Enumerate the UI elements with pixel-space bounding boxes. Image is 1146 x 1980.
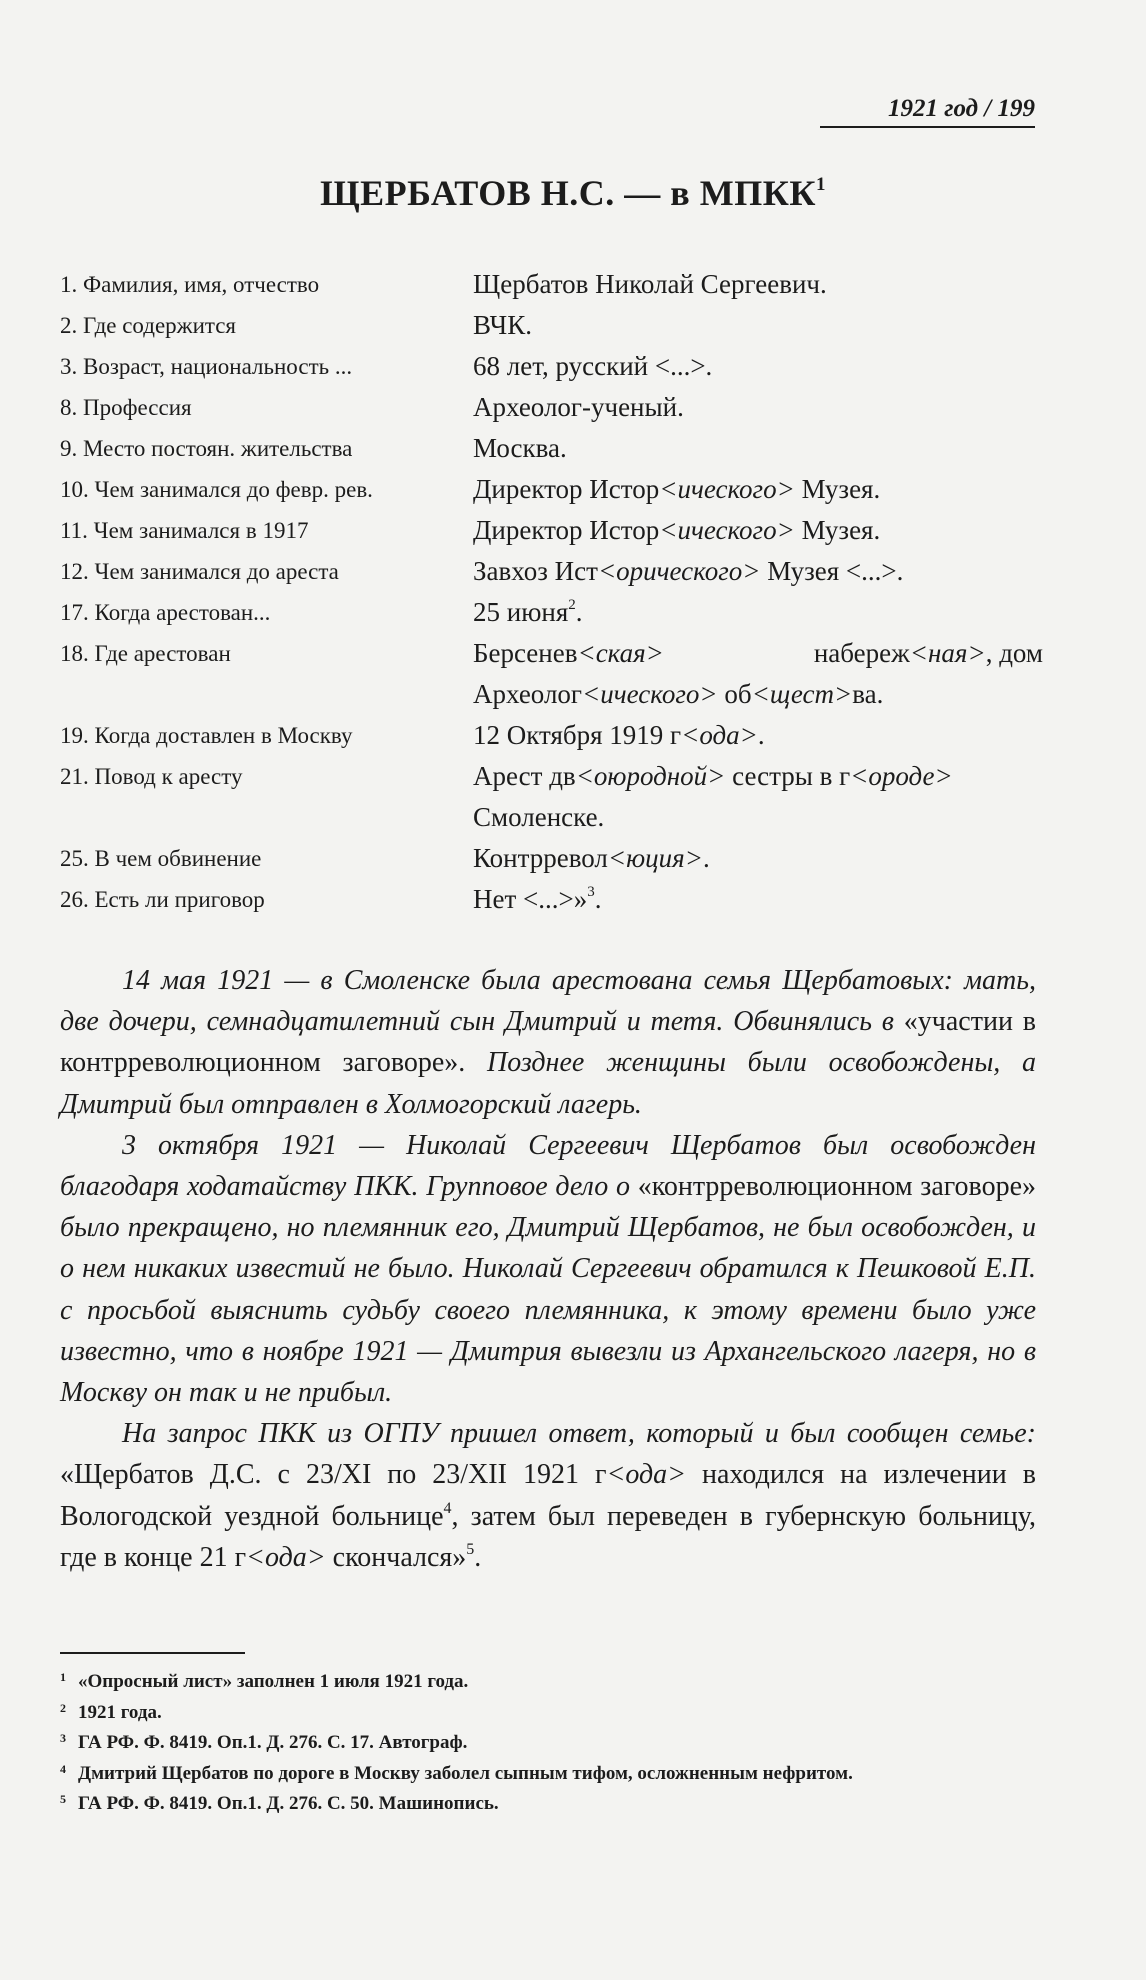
value-text: . [575, 597, 583, 627]
footnote-number: 3 [60, 1731, 66, 1745]
footnote [60, 1728, 1036, 1759]
row-label: 2. Где содержится [60, 313, 237, 338]
paragraph [60, 960, 1036, 1125]
footnote-text: ГА РФ. Ф. 8419. Оп.1. Д. 276. С. 50. Машинопись. [78, 1793, 499, 1814]
page-title [0, 172, 1146, 214]
italic-text: На запрос ПКК из ОГПУ пришел ответ, который и был сообщен семье: [122, 1418, 1036, 1450]
quoted-text: . [474, 1541, 482, 1573]
value-editorial: <ская> [577, 638, 664, 668]
quoted-text: «участии в контрреволюционном заговоре». [60, 1006, 1036, 1079]
row-value: Щербатов Николай Сергеевич. [473, 269, 827, 299]
value-editorial: <ная> [909, 638, 986, 668]
table-row [60, 346, 1060, 387]
table-row [60, 715, 1060, 756]
value-line [473, 756, 1043, 797]
footnote-mark: 4 [443, 1499, 452, 1517]
footnote-mark: 5 [466, 1540, 475, 1558]
table-row [60, 428, 1060, 469]
row-value: Археолог-ученый. [473, 392, 684, 422]
row-value [473, 469, 1043, 510]
commentary-text [60, 960, 1036, 1578]
row-label: 19. Когда доставлен в Москву [60, 723, 353, 748]
value-text: Берсенев [473, 638, 578, 668]
table-row [60, 469, 1060, 510]
value-text: Нет <...>» [473, 884, 588, 914]
table-row [60, 756, 1060, 838]
italic-text: 14 мая 1921 — в Смоленске была арестована семья Щербатовых: мать, две дочери, семнадцатилетний сын Дмитрий и тетя. Обвинялись в [60, 965, 1036, 1038]
value-editorial: <ического> [659, 474, 795, 504]
value-line: Смоленске. [473, 802, 605, 832]
value-text: Музея. [794, 474, 881, 504]
paragraph [60, 1125, 1036, 1413]
table-row [60, 551, 1060, 592]
row-value [473, 756, 1043, 838]
value-editorial: <щест> [751, 679, 853, 709]
value-text: Арест дв [473, 761, 576, 791]
footnote [60, 1759, 1036, 1790]
value-text: Завхоз Ист [473, 556, 598, 586]
paragraph [60, 1413, 1036, 1578]
footnote-divider [60, 1652, 245, 1654]
value-text: , дом [985, 638, 1043, 668]
row-label: 12. Чем занимался до ареста [60, 559, 339, 584]
value-editorial: <орического> [597, 556, 761, 586]
table-row [60, 305, 1060, 346]
value-text: . [594, 884, 602, 914]
value-editorial: <оюродной> [575, 761, 726, 791]
value-text: Директор Истор [473, 515, 660, 545]
footnote-text: 1921 года. [78, 1701, 162, 1723]
italic-text: <ода> [606, 1459, 687, 1491]
row-label: 17. Когда арестован... [60, 600, 271, 625]
italic-text: <ода> [246, 1541, 326, 1573]
row-label: 21. Повод к аресту [60, 764, 243, 789]
value-text: об [717, 679, 752, 709]
footnote [60, 1698, 1036, 1729]
row-value [473, 551, 1043, 592]
row-label: 1. Фамилия, имя, отчество [60, 272, 320, 297]
quoted-text: «Щербатов Д.С. с 23/XI по 23/XII 1921 г [60, 1459, 607, 1491]
italic-text: Позднее женщины были освобождены, а Дмитрий был отправлен в Холмогорский лагерь. [60, 1047, 1037, 1120]
row-value [473, 715, 1043, 756]
table-row [60, 510, 1060, 551]
italic-text: было прекращено, но племянник его, Дмитрий Щербатов, не был освобожден, и о нем никаких известий не было. Николай Сергеевич обратился к Пешковой Е.П. с просьбой выяснить судьбу своего племянника, к этому времени было уже известно, что в ноябре 1921 — Дмитрия вывезли из Архангельского лагеря, но в Москву он так и не прибыл. [60, 1212, 1036, 1409]
row-value [473, 510, 1043, 551]
footnote-text: «Опросный лист» заполнен 1 июля 1921 года. [78, 1671, 469, 1692]
value-segment [814, 633, 1043, 674]
value-text: Музея <...>. [760, 556, 904, 586]
value-editorial: <юция> [607, 843, 703, 873]
value-line [473, 633, 1043, 674]
questionnaire-table [60, 264, 1060, 920]
value-text: . [702, 843, 710, 873]
value-text: 12 Октября 1919 г [473, 720, 682, 750]
value-text: Контрревол [473, 843, 608, 873]
row-label: 3. Возраст, национальность ... [60, 354, 353, 379]
footnote [60, 1789, 1036, 1820]
quoted-text: скончался» [325, 1541, 467, 1573]
row-label: 10. Чем занимался до февр. рев. [60, 477, 373, 502]
table-row [60, 838, 1060, 879]
table-row [60, 879, 1060, 920]
footnote-mark: 2 [568, 597, 576, 613]
footnotes [60, 1667, 1036, 1820]
value-text: 25 июня [473, 597, 569, 627]
table-row [60, 633, 1060, 715]
value-editorial: <ода> [681, 720, 758, 750]
value-text: Музея. [794, 515, 881, 545]
quoted-text: «контрреволюционном заговоре» [637, 1171, 1037, 1203]
value-line [473, 674, 1043, 715]
value-segment [473, 633, 664, 674]
value-text: ва. [852, 679, 884, 709]
row-value [473, 879, 1043, 920]
value-text: набереж [813, 638, 910, 668]
row-label: 18. Где арестован [60, 641, 231, 666]
quoted-text: , затем был переведен в губернскую больницу, где в конце 21 г [60, 1500, 1036, 1573]
row-value [473, 592, 1043, 633]
value-text: . [757, 720, 765, 750]
italic-text: 3 октября 1921 — Николай Сергеевич Щербатов был освобожден благодаря ходатайству ПКК. Групповое дело о [60, 1129, 1036, 1203]
footnote-text: ГА РФ. Ф. 8419. Оп.1. Д. 276. С. 17. Автограф. [78, 1732, 468, 1753]
row-value: Москва. [473, 433, 567, 463]
row-value: ВЧК. [473, 310, 532, 340]
footnote-number: 4 [60, 1761, 66, 1776]
table-row [60, 387, 1060, 428]
row-label: 26. Есть ли приговор [60, 887, 265, 912]
table-row [60, 264, 1060, 305]
row-value [473, 633, 1043, 715]
row-label: 11. Чем занимался в 1917 [60, 518, 309, 543]
footnote-number: 5 [60, 1792, 66, 1806]
table-row [60, 592, 1060, 633]
footnote-number: 2 [60, 1700, 66, 1715]
footnote [60, 1667, 1036, 1698]
footnote-mark: 3 [587, 884, 595, 900]
value-text: сестры в г [725, 761, 851, 791]
title-text: ЩЕРБАТОВ Н.С. — в МПКК [320, 173, 816, 213]
row-label: 8. Профессия [60, 395, 192, 420]
quoted-text: находился на излечении в Вологодской уездной больнице [60, 1459, 1036, 1532]
footnote-text: Дмитрий Щербатов по дороге в Москву заболел сыпным тифом, осложненным нефритом. [78, 1762, 853, 1784]
title-footnote-mark: 1 [815, 174, 826, 195]
row-label: 9. Место постоян. жительства [60, 436, 353, 461]
row-value: 68 лет, русский <...>. [473, 351, 713, 381]
value-editorial: <ического> [582, 679, 718, 709]
value-editorial: <ороде> [850, 761, 953, 791]
running-head: 1921 год / 199 [820, 92, 1035, 128]
row-value [473, 838, 1043, 879]
value-editorial: <ического> [659, 515, 795, 545]
value-text: Археолог [473, 679, 583, 709]
row-label: 25. В чем обвинение [60, 846, 262, 871]
footnote-number: 1 [60, 1670, 66, 1684]
value-text: Директор Истор [473, 474, 660, 504]
